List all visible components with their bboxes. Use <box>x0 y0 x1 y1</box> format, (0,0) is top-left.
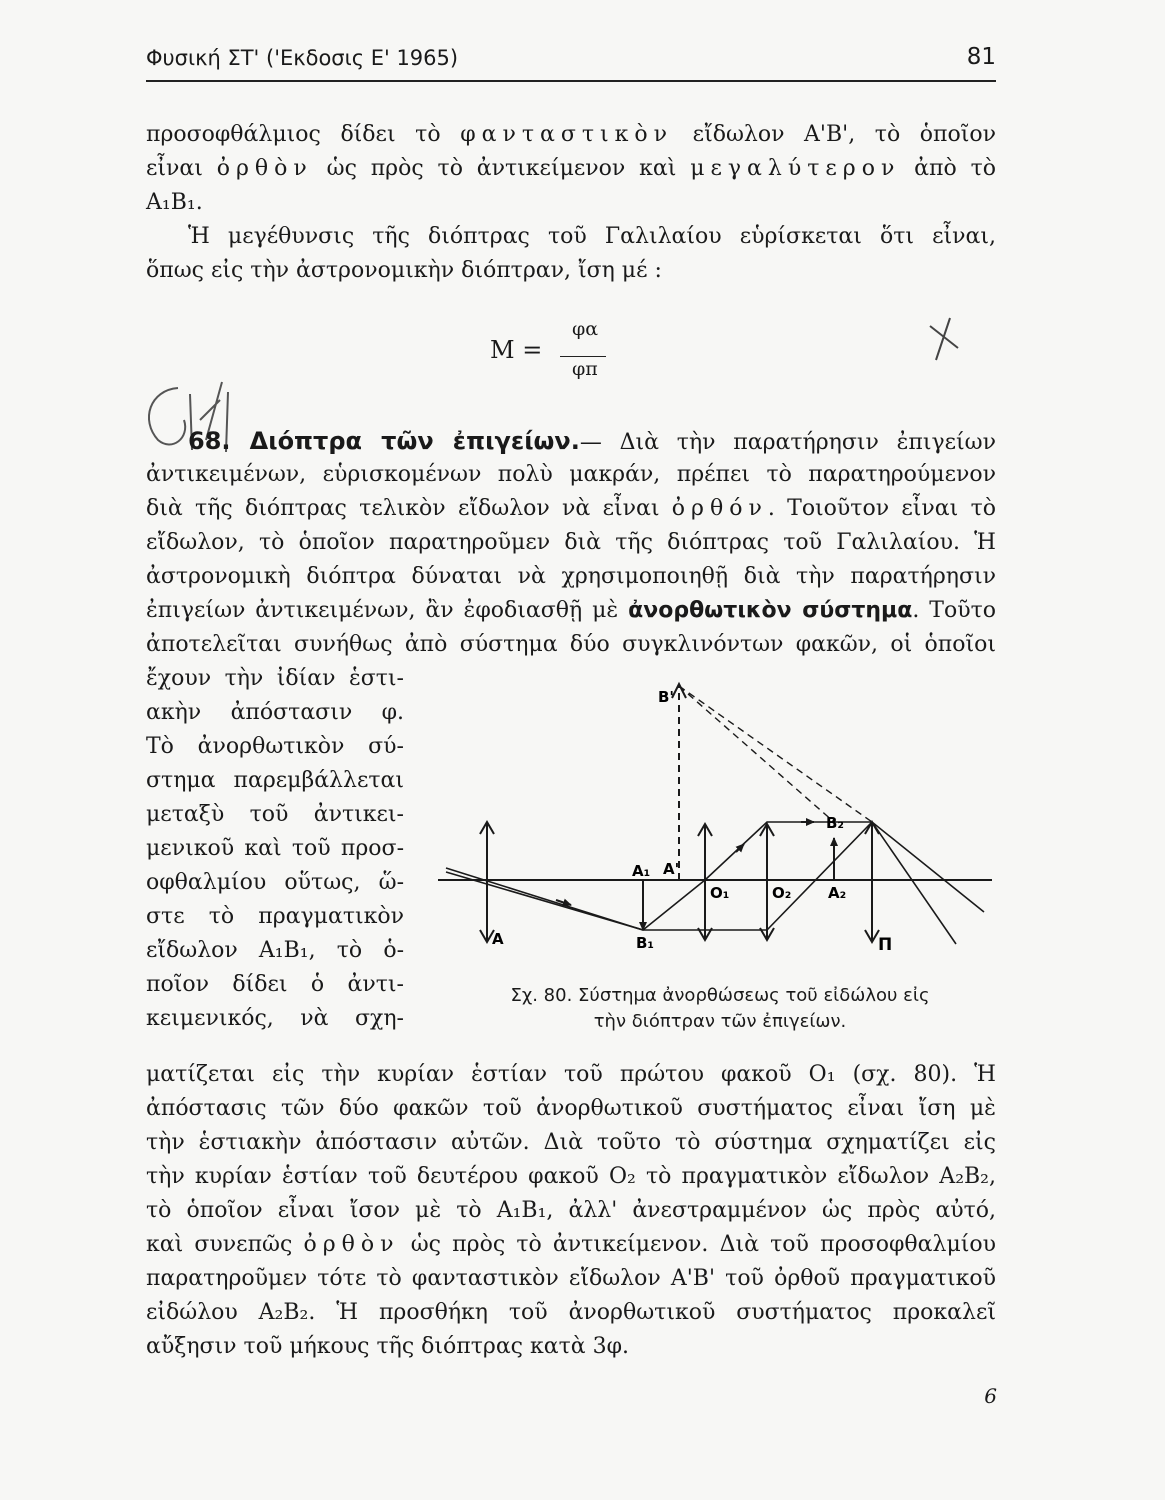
text-line: αὔξησιν τοῦ μήκους τῆς διόπτρας κατὰ 3φ. <box>146 1334 630 1359</box>
label-b2: B₂ <box>826 814 845 832</box>
text-line: Α₁Β₁. <box>146 190 203 215</box>
label-o1: O₁ <box>710 884 730 902</box>
text-line: ποῖον δίδει ὁ ἀντι- <box>146 972 404 997</box>
text-line: ἀποτελεῖται συνήθως ἀπὸ σύστημα δύο συγκλινόντων φακῶν, οἱ ὁποῖοι <box>146 632 996 657</box>
construction-ray <box>679 686 872 822</box>
caption-line: Σχ. 80. Σύστημα ἀνορθώσεως τοῦ εἰδώλου εἰς <box>510 985 930 1006</box>
page-number: 81 <box>966 44 996 70</box>
text-line: προσοφθάλμιος δίδει τὸ φανταστικὸν εἴδωλον Α'Β', τὸ ὁποῖον <box>146 122 996 147</box>
ray-arrow <box>736 844 744 852</box>
label-a: A <box>492 930 504 948</box>
formula-denominator: φπ <box>572 358 598 380</box>
text-line: στημα παρεμβάλλεται <box>146 768 404 793</box>
text-line: παρατηροῦμεν τότε τὸ φανταστικὸν εἴδωλον Α'Β' τοῦ ὀρθοῦ πραγματικοῦ <box>146 1266 996 1291</box>
caption-line: τὴν διόπτραν τῶν ἐπιγείων. <box>593 1011 847 1032</box>
pencil-cross-mark <box>930 318 958 360</box>
text-line: εἴδωλον Α₁Β₁, τὸ ὁ- <box>146 938 404 963</box>
running-title: Φυσική ΣΤ' ('Εκδοσις Ε' 1965) <box>146 46 459 70</box>
signature-mark: 6 <box>984 1384 997 1408</box>
text-line: τὴν κυρίαν ἑστίαν τοῦ δευτέρου φακοῦ Ο₂ τὸ πραγματικὸν εἴδωλον Α₂Β₂, <box>146 1164 996 1189</box>
text-line: μενικοῦ καὶ τοῦ προσ- <box>146 836 404 861</box>
text-line: ὅπως εἰς τὴν ἀστρονομικὴν διόπτραν, ἴση μέ : <box>146 258 662 283</box>
label-b1: B₁ <box>636 934 655 952</box>
text-line: καὶ συνεπῶς ὀρθὸν ὡς πρὸς τὸ ἀντικείμενον. Διὰ τοῦ προσοφθαλμίου <box>146 1232 996 1257</box>
text-line: Τὸ ἀνορθωτικὸν σύ- <box>146 734 404 759</box>
bold-term: ἀνορθωτικὸν σύστημα <box>628 598 913 623</box>
label-a2: A₂ <box>828 884 847 902</box>
text-line: τὴν ἑστιακὴν ἀπόστασιν αὐτῶν. Διὰ τοῦτο τὸ σύστημα σχηματίζει εἰς <box>146 1130 996 1155</box>
erecting-system-diagram <box>436 672 996 972</box>
section-heading: 68. Διόπτρα τῶν ἐπιγείων. <box>188 427 580 455</box>
text-line: εἶναι ὀρθὸν ὡς πρὸς τὸ ἀντικείμενον καὶ μεγαλύτερον ἀπὸ τὸ <box>146 156 996 181</box>
text-line: ἐπιγείων ἀντικειμένων, ἂν ἐφοδιασθῇ μὲ ἀνορθωτικὸν σύστημα. Τοῦτο <box>146 598 996 623</box>
text-line: ἔχουν τὴν ἰδίαν ἑστι- <box>146 666 404 691</box>
text-line: ακὴν ἀπόστασιν φ. <box>146 700 404 725</box>
label-a1: A₁ <box>632 862 651 880</box>
text-line: τὸ ὁποῖον εἶναι ἴσον μὲ τὸ Α₁Β₁, ἀλλ' ἀνεστραμμένον ὡς πρὸς αὐτό, <box>146 1198 996 1223</box>
construction-ray <box>679 686 834 822</box>
text-line: διὰ τῆς διόπτρας τελικὸν εἴδωλον νὰ εἶναι ὀρθόν. Τοιοῦτον εἶναι τὸ <box>146 496 996 521</box>
text-line: εἰδώλου Α₂Β₂. Ἡ προσθήκη τοῦ ἀνορθωτικοῦ συστήματος προκαλεῖ <box>146 1300 996 1325</box>
text-line: ἀπόστασις τῶν δύο φακῶν τοῦ ἀνορθωτικοῦ συστήματος εἶναι ἴση μὲ <box>146 1096 996 1121</box>
label-p: Π <box>878 935 893 955</box>
text-line: μεταξὺ τοῦ ἀντικει- <box>146 802 404 827</box>
formula-lhs: M = <box>490 336 543 364</box>
label-o2: O₂ <box>772 884 792 902</box>
text-line: ματίζεται εἰς τὴν κυρίαν ἑστίαν τοῦ πρώτου φακοῦ Ο₁ (σχ. 80). Ἡ <box>146 1062 996 1087</box>
section-68 <box>146 424 996 662</box>
narrow-column <box>146 662 404 1036</box>
label-b-prime: B' <box>658 688 675 706</box>
text-line: στε τὸ πραγματικὸν <box>146 904 404 929</box>
text-line: ἀντικειμένων, εὑρισκομένων πολὺ μακράν, πρέπει τὸ παρατηρούμενον <box>146 462 996 487</box>
closing-paragraph <box>146 1058 996 1364</box>
label-a-prime: A' <box>663 860 680 878</box>
text-line: ἀστρονομικὴ διόπτρα δύναται νὰ χρησιμοποιηθῇ διὰ τὴν παρατήρησιν <box>146 564 996 589</box>
text-line: οφθαλμίου οὕτως, ὥ- <box>146 870 404 895</box>
text-line: Ἡ μεγέθυνσις τῆς διόπτρας τοῦ Γαλιλαίου εὑρίσκεται ὅτι εἶναι, <box>188 224 996 249</box>
text-line: εἴδωλον, τὸ ὁποῖον παρατηροῦμεν διὰ τῆς διόπτρας τοῦ Γαλιλαίου. Ἡ <box>146 530 996 555</box>
section-heading-line: 68. Διόπτρα τῶν ἐπιγείων.— Διὰ τὴν παρατήρησιν ἐπιγείων <box>188 427 996 455</box>
figure-caption <box>440 983 1000 1035</box>
formula-numerator: φα <box>572 318 599 340</box>
text-line: κειμενικός, νὰ σχη- <box>146 1006 404 1031</box>
light-ray-1 <box>446 822 984 930</box>
